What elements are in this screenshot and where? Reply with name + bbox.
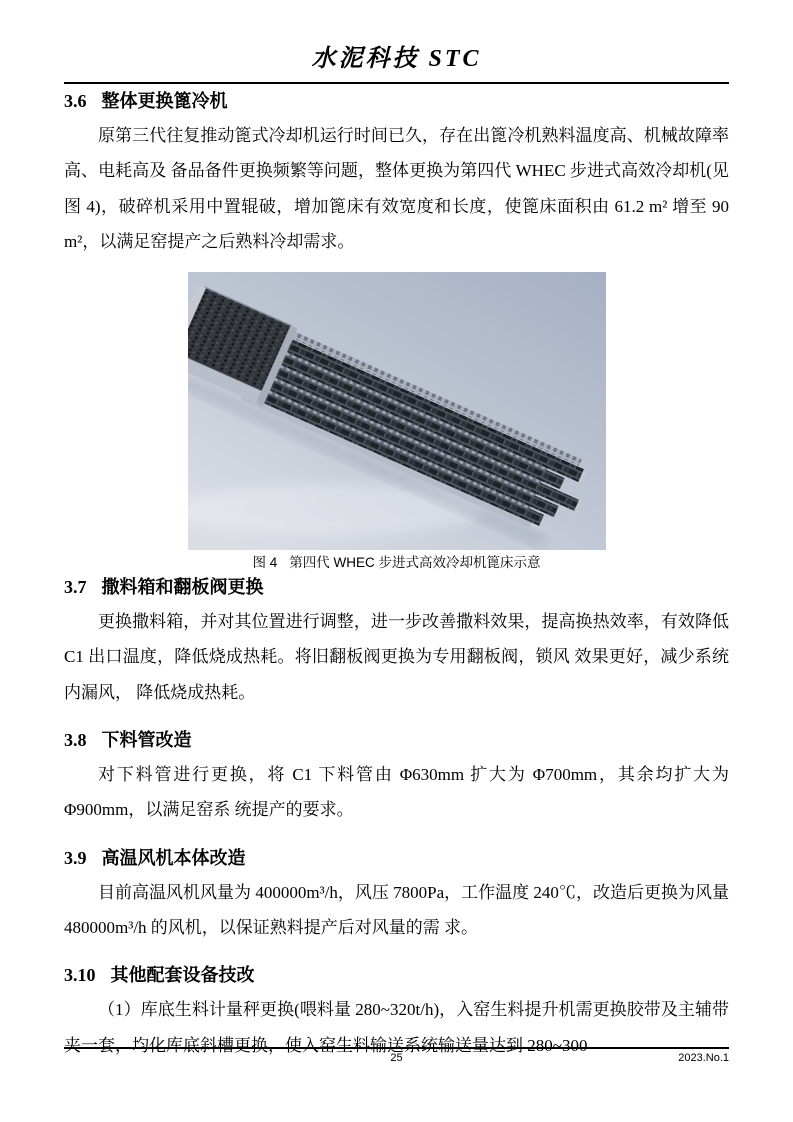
section-3-7 bbox=[64, 575, 729, 710]
header-rule bbox=[64, 82, 729, 84]
section-heading-3-7 bbox=[64, 575, 729, 599]
journal-title: 水泥科技 STC bbox=[311, 46, 482, 72]
section-3-9 bbox=[64, 846, 729, 946]
figure-caption-text: 第四代 WHEC 步进式高效冷却机篦床示意 bbox=[289, 555, 541, 571]
section-title: 高温风机本体改造 bbox=[101, 847, 246, 868]
section-paragraph: 对下料管进行更换，将 C1 下料管由 Φ630mm 扩大为 Φ700mm，其余均扩大为 Φ900mm，以满足窑系 统提产的要求。 bbox=[64, 765, 729, 820]
section-heading-3-6 bbox=[64, 89, 729, 113]
section-heading-3-10 bbox=[64, 963, 729, 987]
issue-number: 2023.No.1 bbox=[678, 1052, 729, 1064]
section-number: 3.6 bbox=[64, 91, 87, 111]
section-3-6 bbox=[64, 89, 729, 259]
section-paragraph: 更换撒料箱，并对其位置进行调整，进一步改善撒料效果，提高换热效率，有效降低 C1 出口温度，降低烧成热耗。将旧翻板阀更换为专用翻板阀，锁风 效果更好，减少系统内漏风， 降低烧成热耗。 bbox=[64, 612, 729, 702]
section-title: 下料管改造 bbox=[101, 730, 192, 751]
section-title: 撒料箱和翻板阀更换 bbox=[101, 577, 264, 598]
section-paragraph: 原第三代往复推动篦式冷却机运行时间已久，存在出篦冷机熟料温度高、机械故障率高、电耗高及 备品备件更换频繁等问题，整体更换为第四代 WHEC 步进式高效冷却机(见图 4)，破碎机采用中置辊破，增加篦床有效宽度和长度，使篦床面积由 61.2 m² 增至 90 m²，以满足窑提产之后熟料冷却需求。 bbox=[64, 126, 729, 251]
section-heading-3-9 bbox=[64, 846, 729, 870]
figure-caption-label: 图 4 bbox=[252, 555, 278, 571]
section-heading-3-8 bbox=[64, 728, 729, 752]
cooler-grate-bed-image bbox=[188, 272, 606, 550]
figure-caption bbox=[64, 553, 729, 573]
section-number: 3.8 bbox=[64, 730, 87, 751]
page-number: 25 bbox=[390, 1052, 403, 1064]
section-paragraph: （1）库底生料计量秤更换(喂料量 280~320t/h)，入窑生料提升机需更换胶带及主辅带夹一套，均化库底斜槽更换，使入窑生料输送系统输送量达到 280~300 bbox=[64, 1000, 729, 1055]
section-3-8 bbox=[64, 728, 729, 828]
section-number: 3.9 bbox=[64, 847, 87, 868]
section-title: 其他配套设备技改 bbox=[110, 965, 255, 986]
section-paragraph: 目前高温风机风量为 400000m³/h，风压 7800Pa，工作温度 240℃，改造后更换为风量 480000m³/h 的风机，以保证熟料提产后对风量的需 求。 bbox=[64, 882, 729, 937]
section-number: 3.10 bbox=[64, 965, 96, 986]
figure-4 bbox=[64, 272, 729, 550]
section-number: 3.7 bbox=[64, 577, 87, 598]
page-footer bbox=[64, 1047, 729, 1064]
footer-rule bbox=[64, 1047, 729, 1049]
section-title: 整体更换篦冷机 bbox=[101, 91, 228, 111]
